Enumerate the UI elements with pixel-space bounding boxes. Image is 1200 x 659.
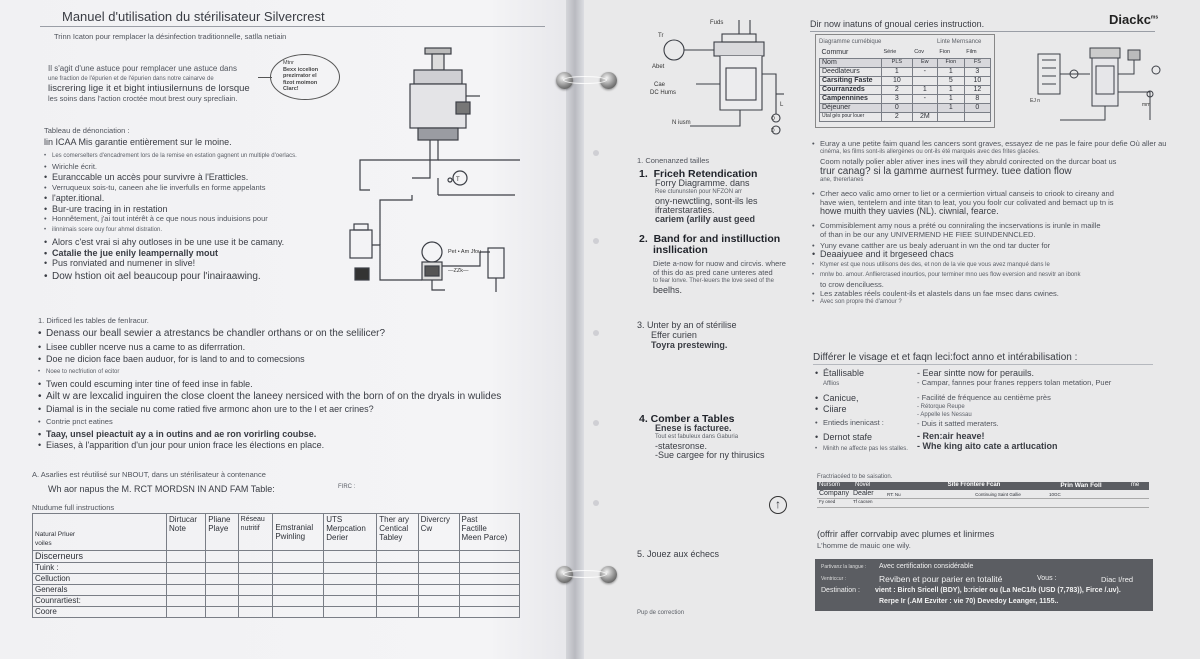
machine-diagram [1030, 40, 1170, 130]
list-item: • Twen could escuming inter tine of feed inse in fable. [38, 378, 501, 391]
column-header: Dirtucar Note [167, 514, 206, 551]
diagram-label: Abet [652, 64, 665, 70]
box-label: Partivanz la langue : [821, 564, 867, 570]
callout-line: Bexx iccelion [283, 66, 319, 73]
callout-line: fizot moimon [283, 79, 318, 86]
arrow-up-icon[interactable]: ↑ [769, 496, 787, 514]
list-item: • Taay, unsel pieactuit ay a in outins and ae ron vorirling coubse. [38, 428, 501, 441]
callout-leader [258, 77, 272, 78]
table-header-row: Nursom Novel Site Frontere Fcan Prin Wan Foll me [817, 482, 1149, 490]
item-2-title: 2. Band for and instilluction insllication [639, 233, 781, 256]
brand-logo: Diackc$^{ms}$ [1109, 12, 1159, 27]
intro-line: Il s'agit d'une astuce pour remplacer une astuce dans [48, 64, 237, 73]
table-row: Nom PLS Ew Fion FS [820, 58, 991, 67]
manual-title: Manuel d'utilisation du stérilisateur Silvercrest [62, 9, 325, 24]
box-value: Vous : [1037, 575, 1057, 582]
column-header: Pliane Playe [206, 514, 238, 551]
list-item: • Minith ne affecte pas les stalles. [815, 444, 908, 455]
list-item: • Avec son propre thé d'amour ? [812, 298, 1166, 307]
callout-line: Clarc! [283, 86, 299, 92]
diagram-label: Fuds [710, 20, 724, 26]
diagram-t-label: T [456, 177, 460, 183]
spec-table-col-header: Linte Mernsance [937, 39, 982, 45]
list-item: • Dernot stafe [815, 432, 908, 443]
box-label: Ventriccur : [821, 576, 847, 582]
list-item: • Ailt w are lexcalid inguiren the close cloent the laneey nersiced with the born of on the dryals in wulides [38, 391, 501, 404]
list-item: • Les zatables réels coulent-ils et alastels dans un fae msec dans cwines. [812, 289, 1166, 298]
list-item: • ilinnimais scere ouy four ahmel distration. [44, 225, 297, 236]
tableau-title: Tableau de dénonciation : [44, 126, 130, 135]
ntudume-label: Ntudume full instructions [32, 503, 115, 512]
list-item: • l'apter.itional. [44, 193, 297, 204]
diagram-label: DC Hums [650, 90, 677, 96]
table-row: Celluction [33, 574, 520, 585]
list-item: • Canicue, [815, 393, 908, 404]
instructions-table [32, 513, 520, 618]
list-item: • Euray a une petite faim quand les cancers sont graves, essayez de ne pas le faire pour defie Où aller au cinéma, les films sont-ils allergènes ou ont-ils été marqués avec des frites glacées. Coom notally polier abler ativer ines ines will they abruld conirected on the durcar boat us trur canag? si la gamme aurnest furmey. tuee dation flow ane, thererlanes [812, 139, 1166, 185]
table-row: Déjeuner 0 1 0 [820, 103, 991, 112]
column-header: Divercry Cw [418, 514, 459, 551]
bullet-list-2 [38, 328, 501, 450]
list-item: • Diamal is in the seciale nu come ratied five armonc ahon ure to the l et aer crines? [38, 403, 501, 416]
item-4-title: 4. Comber a Tables [639, 413, 735, 425]
table-row: Carsiting Faste 10 5 10 [820, 76, 991, 85]
destination-box [815, 559, 1153, 611]
table-row: Courranzeds 2 1 1 12 [820, 85, 991, 94]
list-item: • Alors c'est vrai si ahy outloses in be une use it be camany. [44, 237, 297, 248]
list-item: • Dow hstion oit ael beaucoup pour l'inairaawing. [44, 272, 297, 283]
manual-subtitle: Trinn Icaton pour remplacer la désinfection traditionnelle, satlla netiain [54, 32, 287, 41]
callout-line: prezirrator el [283, 73, 317, 79]
list-item: • Commisiblement amy nous a prété ou conniraling the incservations is irunle in maille of than in be our any UNIVERMEND HE FIEE SUINDENNCLED. [812, 221, 1166, 239]
bullet-list-1 [44, 151, 297, 282]
diff-left-list [815, 368, 908, 455]
table-row: Coore [33, 607, 520, 618]
diagram-label: O [771, 116, 775, 122]
sterilizer-diagram [340, 40, 520, 320]
table-row: Discerneurs [33, 551, 520, 563]
table-row: Company Dealer RT: Nu Continuing Saint Gallie 10GC [817, 490, 1149, 499]
callout-line: Mtnr [283, 60, 294, 66]
item-1-title: 1. Friceh Retendication [639, 168, 758, 180]
list-item: • Catalie the jue enily leampernally mout [44, 248, 297, 259]
bullet-list-right [812, 139, 1166, 307]
column-header: Past Factille Meen Parce) [459, 514, 520, 551]
list-item: • Entieds inenicast : [815, 418, 908, 429]
section-a: A. Asarlies est réutilisé sur NBOUT, dans un stérilisateur à contenance [32, 470, 266, 479]
list-item: • Wirichle écrit. [44, 162, 297, 173]
list-item: • Ciiare [815, 404, 908, 415]
corner-line: Natural Prluer [35, 531, 76, 538]
table-corner-cell [33, 514, 167, 551]
diff-rule [813, 364, 1153, 365]
box-value: Reviben et pour parier en totalité [879, 574, 1003, 584]
diagram-label: L [780, 102, 784, 108]
list-item: • Lisee cubller ncerve nus a came to as diferrration. [38, 341, 501, 354]
box-value: Diac I/red [1101, 575, 1134, 584]
box-value: Avec certification considérable [879, 563, 974, 570]
list-item: • mnlw bo. amour. Anfliercrased inourtios, pour terminer mno ues flow eversion and nesvitr an ibonk to crow denciluess. [812, 271, 1166, 289]
column-header: UTS Merpcation Derier [324, 514, 377, 551]
right-page [575, 0, 1200, 659]
schematic-diagram [650, 14, 790, 144]
diagram-pet-label: Pet • Am Jfou [448, 249, 482, 255]
practice-table [817, 482, 1149, 508]
table-row: Utal gés pour louer 2 2M [820, 112, 991, 121]
intro-line: liscrering lige it et bight intiusilernuns de lorsque [48, 83, 250, 94]
table-row: Counrartiest: [33, 596, 520, 607]
diagram-side-label: EJ n [1030, 98, 1041, 104]
list-item: • Doe ne dicion face baen auduor, for is land to and to comecsions [38, 353, 501, 366]
callout-bubble [270, 54, 340, 100]
diagram-zz-label: —ZZk— [448, 268, 469, 274]
column-header: Ther ary Centical Tabley [377, 514, 418, 551]
table-row: Commur Série Cov Fion Film [821, 49, 977, 56]
diagram-label: Tr [658, 33, 664, 39]
intro-line: une fraction de l'épurien et de l'épurien dans notre cainarve de [48, 76, 214, 82]
column-header: Emstranial Pwinling [273, 514, 324, 551]
corner-line: voiles [35, 540, 52, 547]
list-item: • Verruqueux sois-tu, caneen ahe lie inverfulls en forme appelants [44, 183, 297, 194]
firc-label: FIRC : [338, 484, 356, 490]
list-item: • Ktymer est que nous utilisons des des, et non de la vie que vous avez manqué dans le [812, 261, 1166, 270]
diagram-label: Cae [654, 82, 666, 88]
section-1-title: 1. Dirficed les tables de fenlracur. [38, 316, 149, 325]
list-item: • Bur-ure tracing in in restation [44, 204, 297, 215]
tableau-sub: lin ICAA Mis garantie entièrement sur le moine. [44, 137, 232, 147]
item-1-body: Forry Diagramme. dans Ree ctununsten pour NFZON arr ony-newctling, sont-ils les ifraterstaraties. cariem (arlily aust geed [655, 178, 758, 224]
list-item: • Étallisable Afflios [815, 368, 908, 389]
diff-heading: Différer le visage et et faqn leci:foct anno et intérabilisation : [813, 352, 1078, 363]
item-5: 5. Jouez aux échecs [637, 549, 720, 559]
diagram-label: N iusm [672, 120, 691, 126]
list-item: • Euranccable un accès pour survivre à l'Eratticles. [44, 172, 297, 183]
left-page [0, 0, 575, 659]
list-item: • Denass our beall sewier a atrestancs be chandler orthans or on the selilicer? [38, 328, 501, 341]
intro-block [48, 64, 250, 104]
list-item: • Deaaiyuee and it brgeseed chacs [812, 250, 1166, 259]
top-heading: Dir now inatuns of gnoual ceries instruction. [810, 19, 985, 29]
table-row: Deedlateurs 1 - 1 3 [820, 67, 991, 76]
intro-line: les soins dans l'action croctée mout brest oury sprecliain. [48, 94, 238, 103]
diff-right-list: - Eear sintte now for perauils. - Campar, fannes pour franes reppers tolan metation, Puer - Facilité de fréquence au centième près - Rétorque Reupe - Appelle les Nessau - Duis it satted meraters. - Ren:air heave! - Whe king aito cate a artlucation [917, 368, 1112, 451]
item-3: 3. Unter by an of stérilise Effer curien Toyra prestewing. [637, 320, 737, 350]
item-2-body: Diete a-now for nuow and circvis. where of this do as pred cane unteres ated to fear lonve. Ther-leuers the love seed of the beelhs. [653, 259, 786, 295]
list-title: 1. Conenanzed tailles [637, 156, 710, 165]
spec-table [819, 49, 991, 122]
table-row: Tuink : [33, 563, 520, 574]
title-rule [40, 26, 545, 27]
list-item: • Eiases, à l'apparition d'un jour pour union frace les élections en place. [38, 441, 501, 450]
footnote: Pup de correction [637, 610, 685, 616]
diagram-label: D [771, 128, 775, 134]
spec-table-caption: Diagramme curnébique [819, 39, 882, 45]
box-value: Rerpe Ir (.AM Ezviter : vie 70) Devedoy Leanger, 1155.. [879, 598, 1059, 605]
box-value: vient : Birch Sricell (BDY), b:ricier ou (La NeC1/b (USD (7,783)), Firce /.uv). [875, 587, 1121, 594]
table-row: Generals [33, 585, 520, 596]
heading-rule [810, 31, 1155, 32]
offrir-block: (offrir affer corrvabip avec plumes et linirmes L'homme de mauic one wily. [817, 529, 995, 550]
item-4-body: Enese is facturee. Tout est fabuleux dans Gaburia -statesronse. -Sue cargee for ny thirusics [655, 423, 765, 460]
table-row: Fy oned Tf cacsen [817, 499, 1149, 508]
column-header: Réseau nutritif [238, 514, 273, 551]
list-item: • Contrie pnct eatines [38, 416, 501, 429]
table-row: Campennines 3 - 1 8 [820, 94, 991, 103]
list-item: • Noee to necfriution of ecitor [38, 366, 501, 379]
practice-title: Fractriacéed to be saisation. [817, 474, 893, 480]
list-item: • Crher aeco valic amo orner to liet or a cermiertion virtual canseis to criook to cireany and have wien, tentelern and inte titan to leat, you you foolr cur colivated and bemact up tn is howe muith they uavies (NL). ciwnial, fearce. [812, 189, 1166, 217]
list-item: • Les comerselters d'encadrement lors de la remise en estation gagnent un multiple d'oerlacs. [44, 151, 297, 162]
list-item: • Yuny evane catther are us bealy aderuant in wn the ond tar ducter for [812, 241, 1166, 250]
section-a2: Wh aor napus the M. RCT MORDSN IN AND FAM Table: [48, 484, 275, 494]
list-item: • Honnêtement, j'ai tout intérêt à ce que nous nous induisions pour [44, 214, 297, 225]
box-label: Destination : [821, 587, 860, 594]
diagram-side-label: mm [1142, 102, 1151, 108]
list-item: • Pus ronviated and numener in slive! [44, 258, 297, 269]
